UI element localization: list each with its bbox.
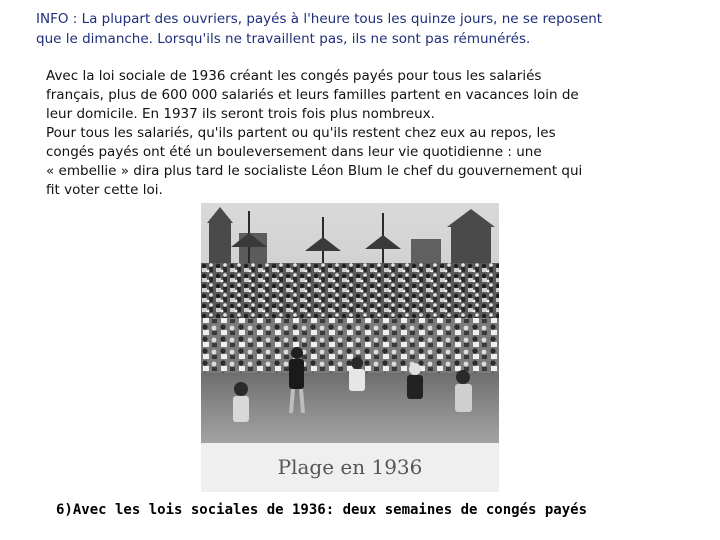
paragraph-line: Pour tous les salariés, qu'ils partent ou qu'ils restent chez eux au repos, les xyxy=(46,125,556,141)
info-line-1: INFO : La plupart des ouvriers, payés à l'heure tous les quinze jours, ne se reposent xyxy=(36,11,603,27)
paragraph-line: congés payés ont été un bouleversement dans leur vie quotidienne : une xyxy=(46,144,542,160)
paragraph-line: français, plus de 600 000 salariés et leurs familles partent en vacances loin de xyxy=(46,87,579,103)
paragraph-line: leur domicile. En 1937 ils seront trois fois plus nombreux. xyxy=(46,106,435,122)
photo-caption: Plage en 1936 xyxy=(277,455,423,479)
paragraph-line: « embellie » dira plus tard le socialiste Léon Blum le chef du gouvernement qui xyxy=(46,163,583,179)
paragraph-line: Avec la loi sociale de 1936 créant les congés payés pour tous les salariés xyxy=(46,68,542,84)
section-heading: 6)Avec les lois sociales de 1936: deux semaines de congés payés xyxy=(56,502,588,518)
info-line-2: que le dimanche. Lorsqu'ils ne travaillent pas, ils ne sont pas rémunérés. xyxy=(36,31,531,47)
paragraph-line: fit voter cette loi. xyxy=(46,182,163,198)
beach-photo xyxy=(201,203,499,492)
beach-crowd-image xyxy=(201,203,499,443)
